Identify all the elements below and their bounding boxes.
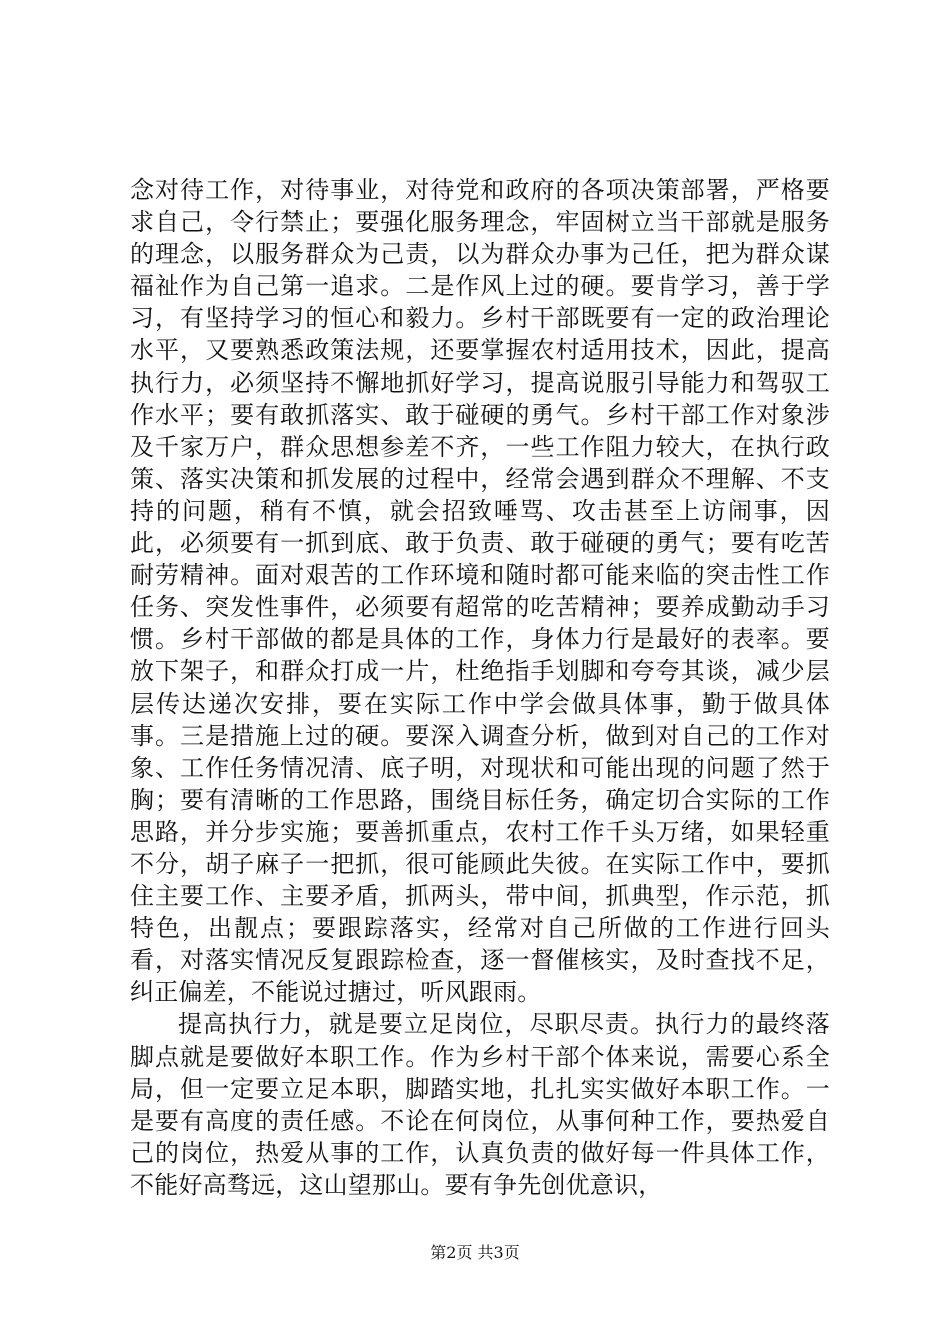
page-footer [0,1243,950,1263]
paragraph-job-duty: 提高执行力，就是要立足岗位，尽职尽责。执行力的最终落脚点就是要做好本职工作。作为乡村干部个体来说，需要心系全局，但一定要立足本职，脚踏实地，扎扎实实做好本职工作。一是要有高度的责任感。不论在何岗位，从事何种工作，要热爱自己的岗位，热爱从事的工作，认真负责的做好每一件具体工作，不能好高骛远，这山望那山。要有争先创优意识， [130,1010,830,1199]
paragraph-continuation: 念对待工作，对待事业，对待党和政府的各项决策部署，严格要求自己，令行禁止；要强化服务理念，牢固树立当干部就是服务的理念，以服务群众为己责，以为群众办事为己任，把为群众谋福祉作为自己第一追求。二是作风上过的硬。要肯学习，善于学习，有坚持学习的恒心和毅力。乡村干部既要有一定的政治理论水平，又要熟悉政策法规，还要掌握农村适用技术，因此，提高执行力，必须坚持不懈地抓好学习，提高说服引导能力和驾驭工作水平；要有敢抓落实、敢于碰硬的勇气。乡村干部工作对象涉及千家万户，群众思想参差不齐，一些工作阻力较大，在执行政策、落实决策和抓发展的过程中，经常会遇到群众不理解、不支持的问题，稍有不慎，就会招致唾骂、攻击甚至上访闹事，因此，必须要有一抓到底、敢于负责、敢于碰硬的勇气；要有吃苦耐劳精神。面对艰苦的工作环境和随时都可能来临的突击性工作任务、突发性事件，必须要有超常的吃苦精神；要养成勤动手习惯。乡村干部做的都是具体的工作，身体力行是最好的表率。要放下架子，和群众打成一片，杜绝指手划脚和夸夸其谈，减少层层传达递次安排，要在实际工作中学会做具体事，勤于做具体事。三是措施上过的硬。要深入调查分析，做到对自己的工作对象、工作任务情况清、底子明，对现状和可能出现的问题了然于胸；要有清晰的工作思路，围绕目标任务，确定切合实际的工作思路，并分步实施；要善抓重点，农村工作千头万绪，如果轻重不分，胡子麻子一把抓，很可能顾此失彼。在实际工作中，要抓住主要工作、主要矛盾，抓两头，带中间，抓典型，作示范，抓特色，出靓点；要跟踪落实，经常对自己所做的工作进行回头看，对落实情况反复跟踪检查，逐一督催核实，及时查找不足，纠正偏差，不能说过搪过，听风跟雨。 [130,176,830,1007]
page-number: 第2页 共3页 [430,1243,520,1262]
body-text [130,174,830,1201]
